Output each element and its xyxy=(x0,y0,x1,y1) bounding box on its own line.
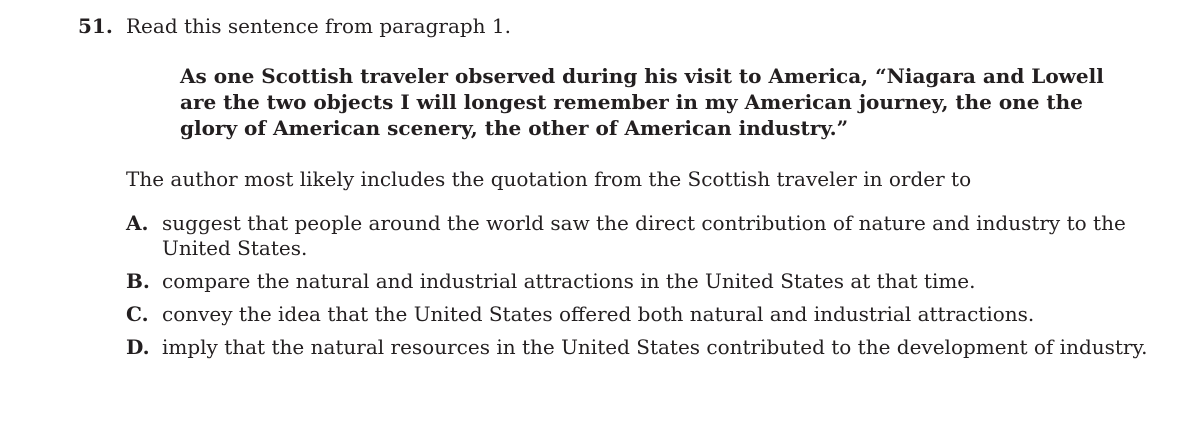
quote-line: glory of American scenery, the other of American industry.” xyxy=(180,116,849,140)
quote-line: As one Scottish traveler observed during his visit to America, “Niagara and Lowell xyxy=(180,64,1104,88)
question-number: 51. xyxy=(78,14,113,38)
choice-letter: D. xyxy=(126,335,150,359)
quote-line: are the two objects I will longest remember in my American journey, the one the xyxy=(180,90,1083,114)
answer-choice-c[interactable] xyxy=(126,302,1166,327)
answer-choice-a[interactable] xyxy=(126,211,1166,261)
choice-text-line: convey the idea that the United States offered both natural and industrial attractions. xyxy=(162,302,1035,326)
answer-choices xyxy=(126,211,1166,368)
choice-text-line: compare the natural and industrial attractions in the United States at that time. xyxy=(162,269,976,293)
choice-text-line: imply that the natural resources in the United States contributed to the development of industry. xyxy=(162,335,1148,359)
choice-text-line: suggest that people around the world saw the direct contribution of nature and industry to the xyxy=(162,211,1126,235)
question-stem: The author most likely includes the quotation from the Scottish traveler in order to xyxy=(126,167,972,191)
choice-text xyxy=(162,211,1166,261)
answer-choice-b[interactable] xyxy=(126,269,1166,294)
choice-text xyxy=(162,335,1166,360)
choice-letter: B. xyxy=(126,269,150,293)
answer-choice-d[interactable] xyxy=(126,335,1166,360)
choice-text-line: United States. xyxy=(162,236,308,260)
choice-letter: A. xyxy=(126,211,149,235)
choice-letter: C. xyxy=(126,302,149,326)
question-prompt: Read this sentence from paragraph 1. xyxy=(126,14,511,38)
choice-text xyxy=(162,269,1166,294)
choice-text xyxy=(162,302,1166,327)
quoted-sentence xyxy=(180,63,1104,141)
